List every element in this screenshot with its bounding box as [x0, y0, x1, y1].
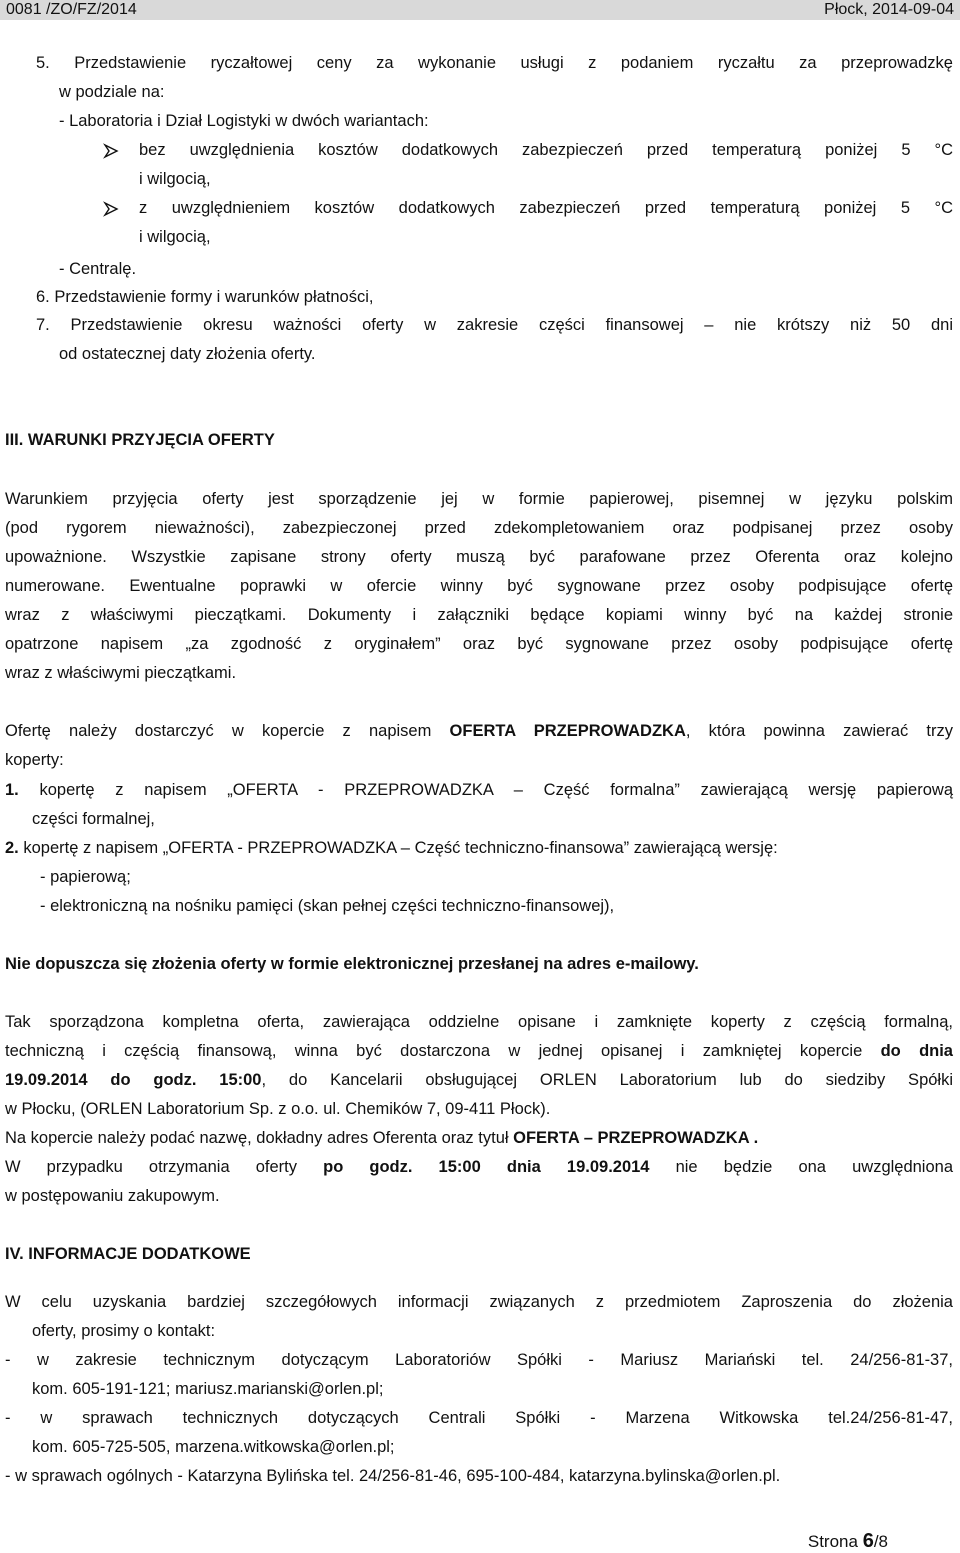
arrow-bullet-icon — [103, 201, 119, 217]
section-4-heading: IV. INFORMACJE DODATKOWE — [5, 1245, 251, 1263]
item-7-line-1: 7. Przedstawienie okresu ważności oferty w zakresie części finansowej – nie krótszy niż 50 dni — [36, 316, 953, 334]
s3-p3-line-4: w Płocku, (ORLEN Laboratorium Sp. z o.o. ul. Chemików 7, 09-411 Płock). — [5, 1100, 551, 1118]
contact-3: - w sprawach ogólnych - Katarzyna Bylińska tel. 24/256-81-46, 695-100-484, katarzyna.bylinska@orlen.pl. — [5, 1467, 781, 1485]
s4-p1-line-2: oferty, prosimy o kontakt: — [32, 1322, 216, 1340]
contact-2-line-1: - w sprawach technicznych dotyczących Centrali Spółki - Marzena Witkowska tel.24/256-81-47, — [5, 1409, 953, 1427]
s4-p1-line-1: W celu uzyskania bardziej szczegółowych informacji związanych z przedmiotem Zaproszenia do złożenia — [5, 1293, 953, 1311]
s3-p3-line-3: 19.09.2014 do godz. 15:00, do Kancelarii obsługującej ORLEN Laboratorium lub do siedziby Spółki — [5, 1071, 954, 1089]
s3-p2-line-1: Ofertę należy dostarczyć w kopercie z napisem OFERTA PRZEPROWADZKA, która powinna zawierać trzy — [5, 722, 953, 740]
document-number: 0081 /ZO/FZ/2014 — [6, 1, 137, 18]
s3-p1-line: (pod rygorem nieważności), zabezpieczonej przed zdekompletowaniem oraz podpisanej przez osoby — [5, 519, 953, 537]
envelope-2-paper: - papierową; — [40, 868, 131, 886]
s3-p1-line: numerowane. Ewentualne poprawki w ofercie winny być sygnowane przez osoby podpisujące ofertę — [5, 577, 953, 595]
s3-p3-line-2: techniczną i częścią finansową, winna być dostarczona w jednej opisanej i zamkniętej kopercie do dnia — [5, 1042, 953, 1060]
s3-p5-line-2: w postępowaniu zakupowym. — [5, 1187, 220, 1205]
variant-2-line-2: i wilgocią, — [139, 228, 211, 246]
envelope-2-line-1: 2. kopertę z napisem „OFERTA - PRZEPROWADZKA – Część techniczno-finansowa” zawierającą wersję: — [5, 839, 778, 857]
page-number: Strona 6/8 — [807, 1530, 888, 1552]
s3-p1-line: opatrzone napisem „za zgodność z oryginałem” oraz być sygnowane przez osoby podpisujące ofertę — [5, 635, 953, 653]
s3-p3-line-1: Tak sporządzona kompletna oferta, zawierająca oddzielne opisane i zamknięte koperty z częścią formalną, — [5, 1013, 953, 1031]
item-5-line-1: 5. Przedstawienie ryczałtowej ceny za wykonanie usługi z podaniem ryczałtu za przeprowadzkę — [36, 54, 953, 72]
contact-1-line-2: kom. 605-191-121; mariusz.marianski@orlen.pl; — [32, 1380, 384, 1398]
item-5-line-2: w podziale na: — [59, 83, 165, 101]
item-6: 6. Przedstawienie formy i warunków płatności, — [36, 288, 374, 306]
item-7-line-2: od ostatecznej daty złożenia oferty. — [59, 345, 316, 363]
variant-1-line-2: i wilgocią, — [139, 170, 211, 188]
s3-p1-line: wraz z właściwymi pieczątkami. Dokumenty i załączniki będące kopiami winny być na każdej stronie — [5, 606, 953, 624]
email-warning: Nie dopuszcza się złożenia oferty w formie elektronicznej przesłanej na adres e-mailowy. — [5, 955, 699, 973]
item-5-centrale: - Centralę. — [59, 260, 137, 278]
variant-1-line-1: bez uwzględnienia kosztów dodatkowych zabezpieczeń przed temperaturą poniżej 5 °C — [139, 141, 953, 159]
contact-2-line-2: kom. 605-725-505, marzena.witkowska@orlen.pl; — [32, 1438, 395, 1456]
arrow-bullet-icon — [103, 143, 119, 159]
envelope-1-line-1: 1. kopertę z napisem „OFERTA - PRZEPROWADZKA – Część formalna” zawierającą wersję papierową — [5, 781, 953, 799]
s3-p1-line: upoważnione. Wszystkie zapisane strony oferty muszą być parafowane przez Oferenta oraz kolejno — [5, 548, 953, 566]
section-3-heading: III. WARUNKI PRZYJĘCIA OFERTY — [5, 431, 275, 449]
contact-1-line-1: - w zakresie technicznym dotyczącym Laboratoriów Spółki - Mariusz Mariański tel. 24/256-81-37, — [5, 1351, 953, 1369]
s3-p1-line: Warunkiem przyjęcia oferty jest sporządzenie jej w formie papierowej, pisemnej w języku polskim — [5, 490, 953, 508]
s3-p2-line-2: koperty: — [5, 751, 64, 769]
page-header — [0, 0, 960, 20]
item-5-variants-label: - Laboratoria i Dział Logistyki w dwóch wariantach: — [59, 112, 429, 130]
envelope-1-line-2: części formalnej, — [32, 810, 155, 828]
document-date: Płock, 2014-09-04 — [824, 1, 954, 18]
variant-2-line-1: z uwzględnieniem kosztów dodatkowych zabezpieczeń przed temperaturą poniżej 5 °C — [139, 199, 953, 217]
envelope-2-electronic: - elektroniczną na nośniku pamięci (skan pełnej części techniczno-finansowej), — [40, 897, 615, 915]
s3-p4: Na kopercie należy podać nazwę, dokładny adres Oferenta oraz tytuł OFERTA – PRZEPROWADZKA . — [5, 1129, 759, 1147]
s3-p5-line-1: W przypadku otrzymania oferty po godz. 15:00 dnia 19.09.2014 nie będzie ona uwzględniona — [5, 1158, 954, 1176]
s3-p1-line: wraz z właściwymi pieczątkami. — [5, 664, 237, 682]
